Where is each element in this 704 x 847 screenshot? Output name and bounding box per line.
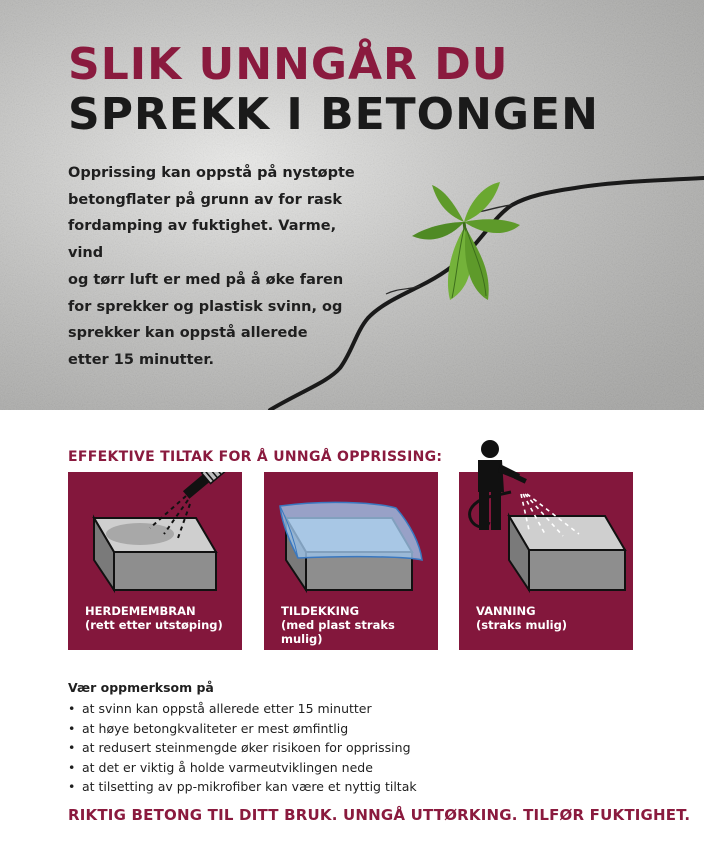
measure-panel-tildekking — [264, 472, 438, 650]
intro-line: sprekker kan oppstå allerede — [68, 325, 308, 342]
measures-title: EFFEKTIVE TILTAK FOR Å UNNGÅ OPPRISSING: — [68, 449, 443, 465]
list-item: • at det er viktig å holde varmeutviklingen nede — [68, 758, 417, 778]
intro-line: etter 15 minutter. — [68, 351, 214, 368]
measure-subtitle: (med plast straks mulig) — [281, 618, 395, 646]
intro-line: betongflater på grunn av for rask — [68, 191, 343, 208]
footer-slogan: RIKTIG BETONG TIL DITT BRUK. UNNGÅ UTTØRKING. TILFØR FUKTIGHET. — [68, 806, 691, 824]
notice-title: Vær oppmerksom på — [68, 680, 214, 695]
notice-list — [68, 699, 417, 797]
measure-title: TILDEKKING — [281, 604, 360, 618]
intro-paragraph — [68, 160, 368, 374]
title-line-1: SLIK UNNGÅR DU — [68, 39, 509, 90]
title-line-2: SPREKK I BETONGEN — [68, 89, 599, 140]
list-item: • at tilsetting av pp-mikrofiber kan være et nyttig tiltak — [68, 777, 417, 797]
intro-line: Opprissing kan oppstå på nystøpte — [68, 165, 355, 181]
measure-label — [85, 604, 223, 632]
hero-section — [0, 0, 704, 410]
measure-label — [281, 604, 438, 646]
intro-line: fordamping av fuktighet. Varme, vind — [68, 218, 337, 262]
list-item: • at redusert steinmengde øker risikoen for opprissing — [68, 738, 417, 758]
list-item: • at høye betongkvaliteter er mest ømfintlig — [68, 719, 417, 739]
measure-title: HERDEMEMBRAN — [85, 604, 196, 618]
measure-title: VANNING — [476, 604, 536, 618]
intro-line: og tørr luft er med på å øke faren — [68, 271, 344, 288]
intro-line: for sprekker og plastisk svinn, og — [68, 298, 343, 315]
measure-subtitle: (straks mulig) — [476, 618, 568, 632]
measure-label — [476, 604, 567, 632]
list-item: • at svinn kan oppstå allerede etter 15 minutter — [68, 699, 417, 719]
person-watering-icon — [470, 440, 550, 532]
measure-panel-herdemembran — [68, 472, 242, 650]
measure-subtitle: (rett etter utstøping) — [85, 618, 223, 632]
